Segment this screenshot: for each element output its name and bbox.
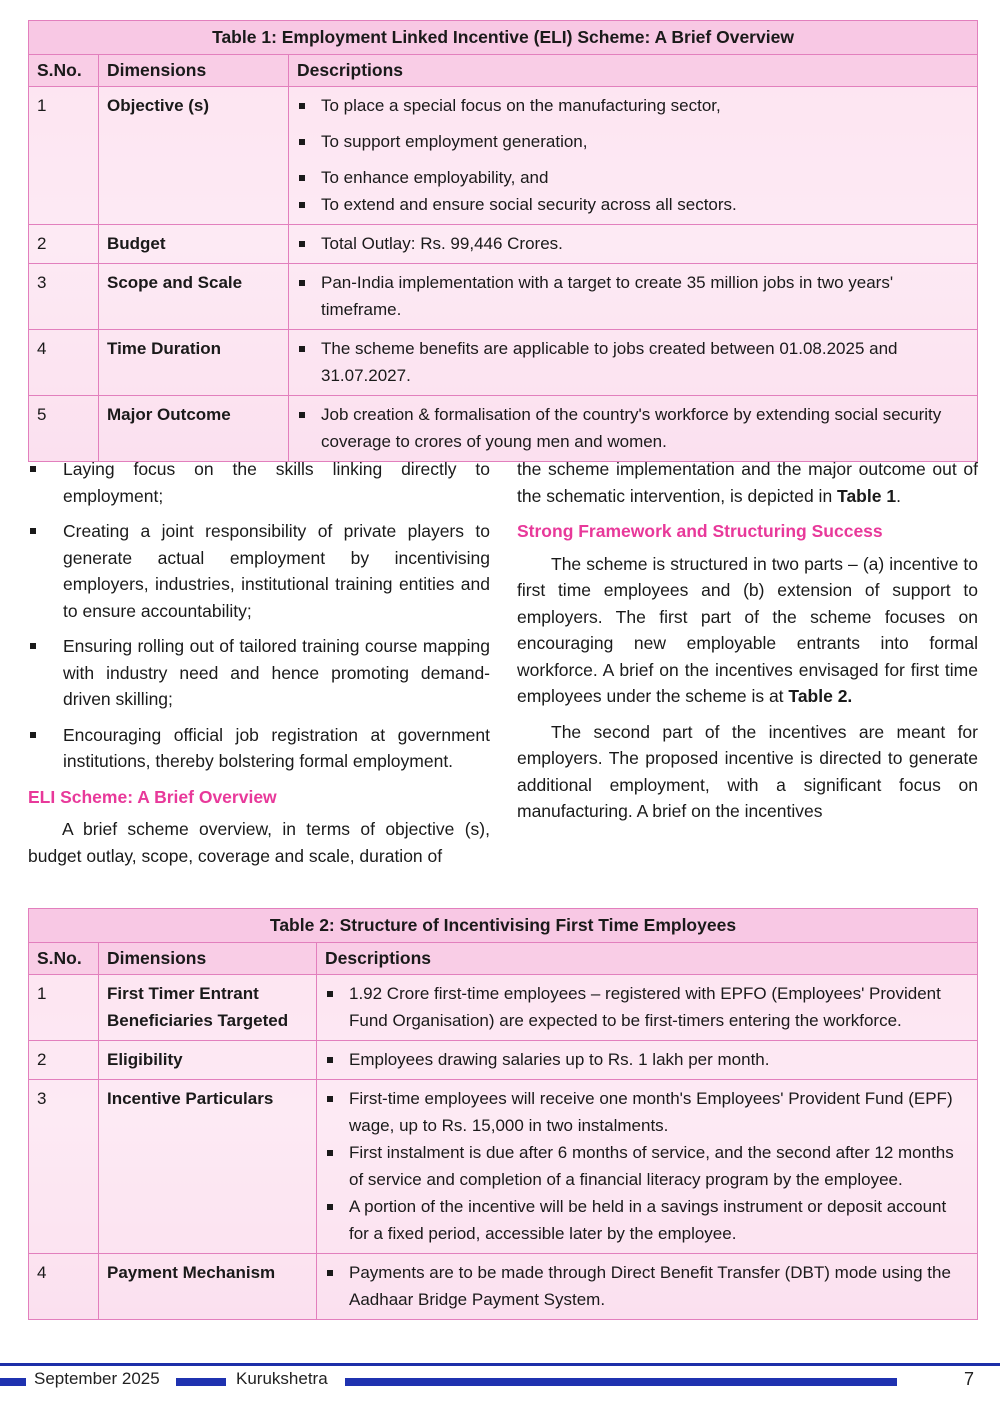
section-heading: ELI Scheme: A Brief Overview xyxy=(28,786,277,807)
table-row xyxy=(29,1080,978,1254)
row-description xyxy=(289,87,978,225)
table-row xyxy=(29,1041,978,1080)
list-item: A portion of the incentive will be held in a savings instrument or deposit account for a fixed period, accessible later by the employee. xyxy=(325,1193,969,1247)
section-heading: Strong Framework and Structuring Success xyxy=(517,521,883,541)
table-2 xyxy=(28,908,978,1320)
list-item: Payments are to be made through Direct Benefit Transfer (DBT) mode using the Aadhaar Bridge Payment System. xyxy=(325,1259,969,1313)
footer-bar xyxy=(345,1378,897,1386)
row-description xyxy=(289,225,978,264)
list-item: The scheme benefits are applicable to jobs created between 01.08.2025 and 31.07.2027. xyxy=(297,335,969,389)
header-descriptions: Descriptions xyxy=(317,943,978,975)
page-footer xyxy=(0,1360,1000,1400)
row-dimension: Incentive Particulars xyxy=(99,1080,317,1254)
footer-bar xyxy=(0,1378,26,1386)
row-dimension: Eligibility xyxy=(99,1041,317,1080)
list-item: Job creation & formalisation of the country's workforce by extending social security coverage to crores of young men and women. xyxy=(297,401,969,455)
list-item: Laying focus on the skills linking directly to employment; xyxy=(28,456,490,509)
row-dimension: Objective (s) xyxy=(99,87,289,225)
footer-rule xyxy=(0,1363,1000,1366)
header-descriptions: Descriptions xyxy=(289,55,978,87)
right-column xyxy=(517,456,978,825)
header-dimensions: Dimensions xyxy=(99,943,317,975)
list-item: To support employment generation, xyxy=(297,128,969,155)
row-dimension: First Timer Entrant Beneficiaries Targeted xyxy=(99,975,317,1041)
row-dimension: Budget xyxy=(99,225,289,264)
body-paragraph: The second part of the incentives are meant for employers. The proposed incentive is directed to generate additional employment, with a significant focus on manufacturing. A brief on the incentives xyxy=(517,721,978,821)
paragraph-text: the scheme implementation and the major outcome out of the schematic intervention, is depicted in xyxy=(517,459,978,506)
row-sno: 1 xyxy=(29,87,99,225)
list-item: To enhance employability, and xyxy=(297,164,969,191)
row-sno: 3 xyxy=(29,1080,99,1254)
list-item: To place a special focus on the manufacturing sector, xyxy=(297,92,969,119)
table-2-caption: Table 2: Structure of Incentivising First Time Employees xyxy=(29,909,978,943)
row-description xyxy=(317,1041,978,1080)
paragraph-end: . xyxy=(896,485,901,506)
list-item: First instalment is due after 6 months of service, and the second after 12 months of service and completion of a financial literacy program by the employee. xyxy=(325,1139,969,1193)
table-row xyxy=(29,975,978,1041)
list-item: Employees drawing salaries up to Rs. 1 lakh per month. xyxy=(325,1046,969,1073)
table-1 xyxy=(28,20,978,462)
footer-date: September 2025 xyxy=(34,1369,160,1388)
row-dimension: Scope and Scale xyxy=(99,264,289,330)
paragraph-text: The scheme is structured in two parts – (a) incentive to first time employees and (b) extension of support to employers. The first part of the scheme focuses on encouraging new employable entrants into formal workforce. A brief on the incentives envisaged for first time employees under the scheme is at xyxy=(517,553,978,706)
row-sno: 4 xyxy=(29,330,99,396)
body-paragraph xyxy=(517,551,978,710)
table-row xyxy=(29,330,978,396)
list-item: 1.92 Crore first-time employees – registered with EPFO (Employees' Provident Fund Organisation) are expected to be first-timers entering the workforce. xyxy=(325,980,969,1034)
row-description xyxy=(317,1254,978,1320)
table-reference: Table 1 xyxy=(837,485,897,506)
body-paragraph xyxy=(517,456,978,509)
table-row xyxy=(29,264,978,330)
row-dimension: Major Outcome xyxy=(99,396,289,462)
list-item: Total Outlay: Rs. 99,446 Crores. xyxy=(297,230,969,257)
footer-bar xyxy=(176,1378,226,1386)
row-dimension: Time Duration xyxy=(99,330,289,396)
table-row xyxy=(29,1254,978,1320)
body-paragraph: A brief scheme overview, in terms of objective (s), budget outlay, scope, coverage and scale, duration of xyxy=(28,819,490,866)
table-row xyxy=(29,396,978,462)
table-1-header-row xyxy=(29,55,978,87)
row-description xyxy=(289,264,978,330)
list-item: First-time employees will receive one month's Employees' Provident Fund (EPF) wage, up to Rs. 15,000 in two instalments. xyxy=(325,1085,969,1139)
page-number: 7 xyxy=(964,1369,975,1389)
footer-magazine: Kurukshetra xyxy=(236,1369,328,1388)
table-2-header-row xyxy=(29,943,978,975)
header-sno: S.No. xyxy=(29,943,99,975)
row-sno: 2 xyxy=(29,1041,99,1080)
table-row xyxy=(29,87,978,225)
list-item: Encouraging official job registration at government institutions, thereby bolstering formal employment. xyxy=(28,722,490,775)
row-sno: 1 xyxy=(29,975,99,1041)
table-reference: Table 2. xyxy=(788,686,853,706)
list-item: Creating a joint responsibility of private players to generate actual employment by incentivising employers, industries, institutional training entities and to ensure accountability; xyxy=(28,518,490,624)
row-description xyxy=(317,1080,978,1254)
row-description xyxy=(317,975,978,1041)
list-item: Pan-India implementation with a target to create 35 million jobs in two years' timeframe. xyxy=(297,269,969,323)
left-column xyxy=(28,456,490,869)
row-description xyxy=(289,330,978,396)
row-sno: 2 xyxy=(29,225,99,264)
table-row xyxy=(29,225,978,264)
bullet-list xyxy=(28,456,490,775)
header-dimensions: Dimensions xyxy=(99,55,289,87)
row-sno: 5 xyxy=(29,396,99,462)
header-sno: S.No. xyxy=(29,55,99,87)
row-sno: 4 xyxy=(29,1254,99,1320)
list-item: To extend and ensure social security across all sectors. xyxy=(297,191,969,218)
table-1-caption: Table 1: Employment Linked Incentive (ELI) Scheme: A Brief Overview xyxy=(29,21,978,55)
row-dimension: Payment Mechanism xyxy=(99,1254,317,1320)
row-sno: 3 xyxy=(29,264,99,330)
row-description xyxy=(289,396,978,462)
list-item: Ensuring rolling out of tailored training course mapping with industry need and hence promoting demand-driven skilling; xyxy=(28,633,490,713)
